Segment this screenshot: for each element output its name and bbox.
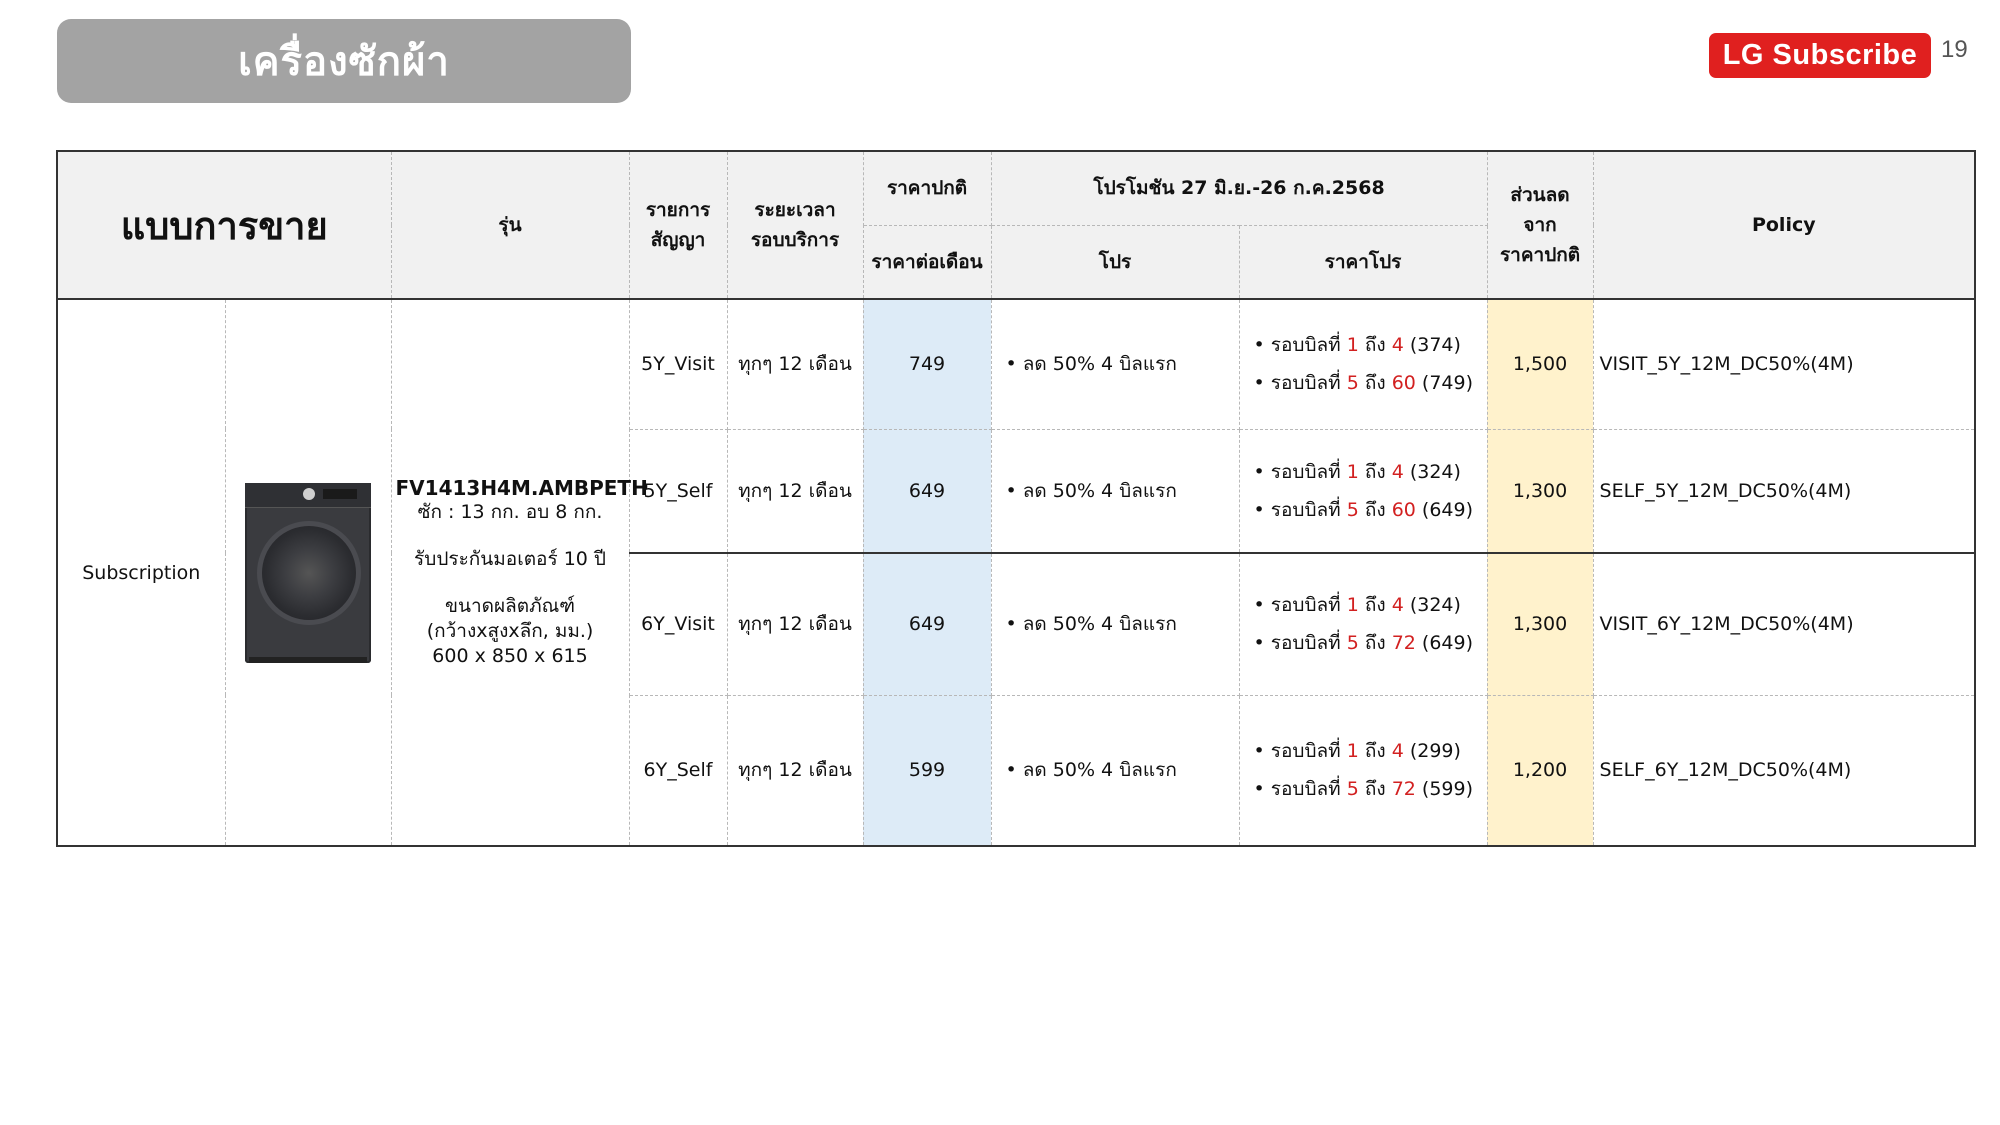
promo-price-cell [1239, 299, 1487, 429]
discount-cell: 1,300 [1487, 553, 1593, 695]
header-policy: Policy [1593, 151, 1975, 299]
contract-cell: 6Y_Self [629, 695, 727, 846]
contract-cell: 6Y_Visit [629, 553, 727, 695]
table-row [57, 299, 1975, 429]
header-contract [629, 151, 727, 299]
model-warranty: รับประกันมอเตอร์ 10 ปี [414, 548, 606, 570]
period-cell: ทุกๆ 12 เดือน [727, 299, 863, 429]
page-title: เครื่องซักผ้า [238, 39, 450, 85]
page-number: 19 [1941, 36, 1968, 63]
promo-price-cell [1239, 553, 1487, 695]
product-image-cell [225, 299, 391, 846]
washing-machine-image [245, 483, 371, 663]
discount-cell: 1,300 [1487, 429, 1593, 553]
period-cell: ทุกๆ 12 เดือน [727, 553, 863, 695]
policy-cell: SELF_6Y_12M_DC50%(4M) [1593, 695, 1975, 846]
discount-cell: 1,500 [1487, 299, 1593, 429]
header-period [727, 151, 863, 299]
period-cell: ทุกๆ 12 เดือน [727, 695, 863, 846]
header-discount [1487, 151, 1593, 299]
model-cell [391, 299, 648, 846]
contract-cell: 5Y_Self [629, 429, 727, 553]
policy-cell: VISIT_6Y_12M_DC50%(4M) [1593, 553, 1975, 695]
pricing-table [56, 150, 1976, 847]
model-capacity: ซัก : 13 กก. อบ 8 กก. [417, 501, 603, 523]
policy-cell: SELF_5Y_12M_DC50%(4M) [1593, 429, 1975, 553]
header-period-line1: ระยะเวลา [754, 199, 836, 221]
promo-price-cell [1239, 695, 1487, 846]
model-name: FV1413H4M.AMBPETH [395, 476, 648, 500]
bill-line-1: • รอบบิลที่ 1 ถึง 4 (299) [1253, 740, 1461, 763]
header-discount-line2: จาก [1523, 214, 1557, 236]
promo-price-cell [1239, 429, 1487, 553]
bill-line-2: • รอบบิลที่ 5 ถึง 72 (649) [1253, 632, 1474, 655]
header-period-line2: รอบบริการ [750, 229, 840, 251]
model-size-value: 600 x 850 x 615 [432, 645, 588, 667]
bill-line-2: • รอบบิลที่ 5 ถึง 72 (599) [1253, 778, 1474, 801]
bill-line-1: • รอบบิลที่ 1 ถึง 4 (374) [1253, 334, 1461, 357]
header-promo: โปร [991, 225, 1239, 299]
bill-line-2: • รอบบิลที่ 5 ถึง 60 (649) [1253, 498, 1474, 521]
promo-cell: • ลด 50% 4 บิลแรก [991, 299, 1239, 429]
bill-line-2: • รอบบิลที่ 5 ถึง 60 (749) [1253, 372, 1474, 395]
promo-cell: • ลด 50% 4 บิลแรก [991, 553, 1239, 695]
model-size-dims-label: (กว้างxสูงxลึก, มม.) [426, 620, 594, 642]
price-cell: 599 [863, 695, 991, 846]
period-cell: ทุกๆ 12 เดือน [727, 429, 863, 553]
discount-cell: 1,200 [1487, 695, 1593, 846]
bill-line-1: • รอบบิลที่ 1 ถึง 4 (324) [1253, 594, 1461, 617]
model-size-label: ขนาดผลิตภัณฑ์ [445, 595, 576, 617]
header-model: รุ่น [391, 151, 629, 299]
header-normal-price: ราคาปกติ [863, 151, 991, 225]
header-contract-line2: สัญญา [650, 229, 706, 251]
header-promotion: โปรโมชัน 27 มิ.ย.-26 ก.ค.2568 [991, 151, 1487, 225]
sale-type-cell: Subscription [57, 299, 225, 846]
header-discount-line3: ราคาปกติ [1499, 244, 1581, 266]
header-promo-price: ราคาโปร [1239, 225, 1487, 299]
header-sale-type: แบบการขาย [57, 151, 391, 299]
contract-cell: 5Y_Visit [629, 299, 727, 429]
header-discount-line1: ส่วนลด [1510, 184, 1570, 206]
price-cell: 649 [863, 429, 991, 553]
page-title-banner [57, 19, 631, 103]
logo-text: LG Subscribe [1722, 39, 1918, 71]
bill-line-1: • รอบบิลที่ 1 ถึง 4 (324) [1253, 460, 1461, 483]
header-monthly-price: ราคาต่อเดือน [863, 225, 991, 299]
price-cell: 749 [863, 299, 991, 429]
header-contract-line1: รายการ [645, 199, 711, 221]
price-cell: 649 [863, 553, 991, 695]
promo-cell: • ลด 50% 4 บิลแรก [991, 695, 1239, 846]
policy-cell: VISIT_5Y_12M_DC50%(4M) [1593, 299, 1975, 429]
lg-subscribe-logo [1709, 33, 1931, 78]
promo-cell: • ลด 50% 4 บิลแรก [991, 429, 1239, 553]
